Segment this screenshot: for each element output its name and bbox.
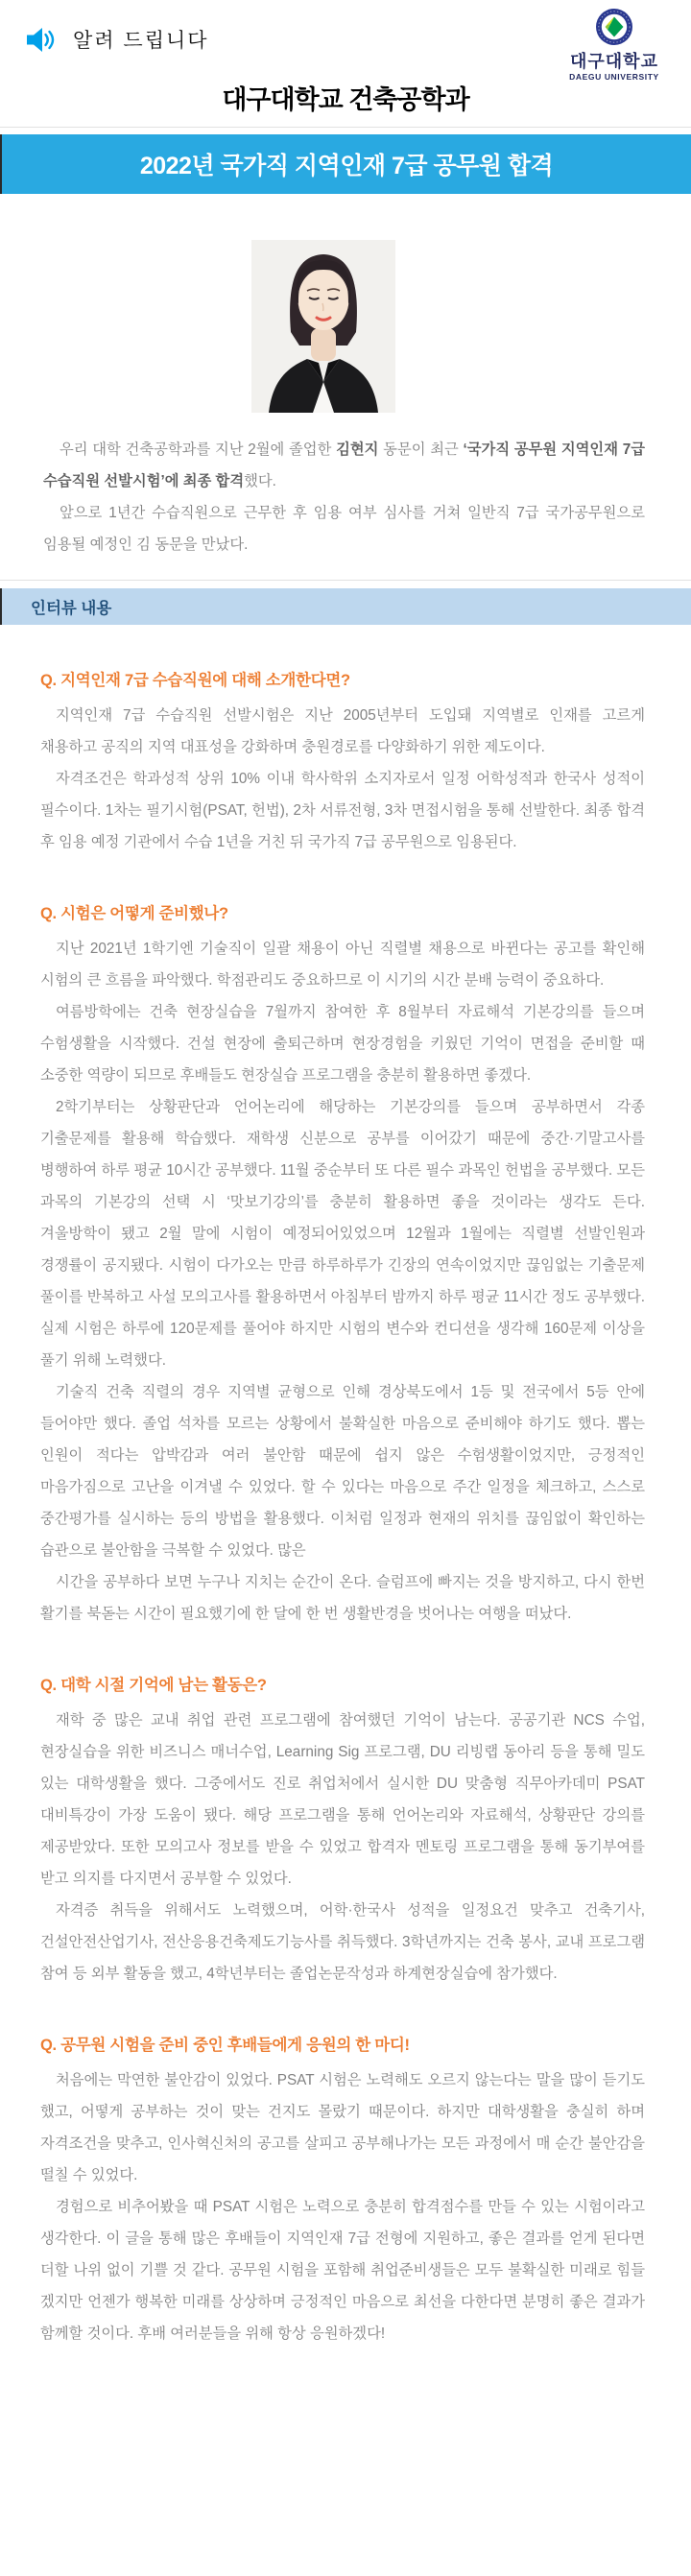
interview-section-banner: 인터뷰 내용 (0, 588, 691, 625)
answer-paragraph: 2학기부터는 상황판단과 언어논리에 해당하는 기본강의를 들으며 공부하면서 각종 기출문제를 활용해 학습했다. 재학생 신분으로 공부를 이어갔기 때문에 중간·기말고사를 병행하여 하루 평균 10시간 공부했다. 11월 중순부터 또 다른 필수 과목인 헌법을 공부했다. 모든 과목의 기본강의 선택 시 ‘맛보기강의’를 충분히 활용하면 좋을 것이라는 생각도 든다. 겨울방학이 됐고 2월 말에 시험이 예정되어있었으며 12월과 1월에는 직렬별 선발인원과 경쟁률이 공지됐다. 시험이 다가오는 만큼 하루하루가 긴장의 연속이었지만 끊임없는 기출문제 풀이를 반복하고 사설 모의고사를 활용하면서 아침부터 밤까지 하루 평균 11시간 정도 공부했다. 실제 시험은 하루에 120문제를 풀어야 하지만 시험의 변수와 컨디션을 생각해 160문제 이상을 풀기 위해 노력했다. (40, 1099, 645, 1369)
answer-paragraph: 재학 중 많은 교내 취업 관련 프로그램에 참여했던 기억이 남는다. 공공기관 NCS 수업, 현장실습을 위한 비즈니스 매너수업, Learning Sig 프로그램, DU 리빙랩 동아리 등을 통해 밀도 있는 대학생활을 했다. 그중에서도 진로 취업처에서 실시한 DU 맞춤형 직무아카데미 PSAT 대비특강이 가장 도움이 됐다. 해당 프로그램을 통해 언어논리와 자료해석, 상황판단 강의를 제공받았다. 또한 모의고사 정보를 받을 수 있었고 합격자 멘토링 프로그램을 통해 동기부여를 받고 의지를 다지면서 공부할 수 있었다. (40, 1712, 645, 1887)
graduate-name: 김현지 (336, 441, 379, 458)
speaker-icon (25, 26, 57, 54)
intro-paragraph-2: 앞으로 1년간 수습직원으로 근무한 후 임용 여부 심사를 거쳐 일반직 7급 국가공무원으로 임용될 예정인 김 동문을 만났다. (43, 505, 645, 553)
exam-name-bold: ‘국가직 공무원 지역인재 7급 수습직원 선발시험’에 최종 합격 (43, 441, 646, 489)
logo-university-name-en: DAEGU UNIVERSITY (569, 72, 659, 82)
university-logo (553, 8, 676, 82)
logo-university-name: 대구대학교 (570, 52, 658, 71)
answer (40, 1705, 645, 1990)
page-title: 대구대학교 건축공학과 (222, 85, 469, 114)
intro-p1-mid: 동문이 최근 (378, 441, 464, 458)
qa-section-3 (40, 1672, 645, 1990)
answer-paragraph: 자격조건은 학과성적 상위 10% 이내 학사학위 소지자로서 일정 어학성적과 한국사 성적이 필수이다. 1차는 필기시험(PSAT, 헌법), 2차 서류전형, 3차 면접시험을 통해 선발한다. 최종 합격 후 임용 예정 기관에서 수습 1년을 거친 뒤 국가직 7급 공무원으로 임용된다. (40, 771, 645, 850)
notice-line (25, 25, 209, 54)
question-heading: Q. 시험은 어떻게 준비했나? (40, 905, 228, 922)
divider-line (0, 127, 691, 128)
intro-paragraph-1 (43, 434, 645, 497)
answer-paragraph: 지난 2021년 1학기엔 기술직이 일괄 채용이 아닌 직렬별 채용으로 바뀐다는 공고를 확인해 시험의 큰 흐름을 파악했다. 학점관리도 중요하므로 이 시기의 시간 분배 능력이 중요하다. (40, 941, 645, 989)
intro-text (43, 434, 645, 561)
question-heading: Q. 공무원 시험을 준비 중인 후배들에게 응원의 한 마디! (40, 2037, 410, 2054)
graduate-portrait-photo (0, 240, 691, 413)
question-heading: Q. 대학 시절 기억에 남는 활동은? (40, 1677, 267, 1694)
answer-paragraph: 여름방학에는 건축 현장실습을 7월까지 참여한 후 8월부터 자료해석 기본강의를 들으며 수험생활을 시작했다. 건설 현장에 출퇴근하며 현장경험을 키웠던 기억이 면접을 준비할 때 소중한 역량이 되므로 후배들도 현장실습 프로그램을 충분히 활용하면 좋겠다. (40, 1004, 645, 1084)
qa-section-4 (40, 2032, 645, 2349)
answer (40, 700, 645, 858)
header (0, 0, 691, 127)
qa-section-1 (40, 667, 645, 858)
answer-paragraph: 자격증 취득을 위해서도 노력했으며, 어학·한국사 성적을 일정요건 맞추고 건축기사, 건설안전산업기사, 전산응용건축제도기능사를 취득했다. 3학년까지는 건축 봉사, 교내 프로그램 참여 등 외부 활동을 했고, 4학년부터는 졸업논문작성과 하계현장실습에 참가했다. (40, 1902, 645, 1982)
university-emblem-icon (595, 8, 633, 50)
answer-paragraph: 기술직 건축 직렬의 경우 지역별 균형으로 인해 경상북도에서 1등 및 전국에서 5등 안에 들어야만 했다. 졸업 석차를 모르는 상황에서 불확실한 마음으로 준비해야 하기도 했다. 뽑는 인원이 적다는 압박감과 여러 불안함 때문에 쉽지 않은 수험생활이었지만, 긍정적인 마음가짐으로 고난을 이겨낼 수 있었다. 할 수 있다는 마음으로 주간 일정을 체크하고, 스스로 중간평가를 실시하는 등의 방법을 활용했다. 이처럼 일정과 현재의 위치를 끊임없이 확인하는 습관으로 불안함을 극복할 수 있었다. 많은 (40, 1384, 645, 1559)
question-heading: Q. 지역인재 7급 수습직원에 대해 소개한다면? (40, 672, 350, 689)
answer-paragraph: 경험으로 비추어봤을 때 PSAT 시험은 노력으로 충분히 합격점수를 만들 수 있는 시험이라고 생각한다. 이 글을 통해 많은 후배들이 지역인재 7급 전형에 지원하고, 좋은 결과를 얻게 된다면 더할 나위 없이 기쁠 것 같다. 공무원 시험을 포함해 취업준비생들은 모두 불확실한 미래로 힘들 겠지만 언젠가 행복한 미래를 상상하며 긍정적인 마음으로 최선을 다한다면 분명히 좋은 결과가 함께할 것이다. 후배 여러분들을 위해 항상 응원하겠다! (40, 2199, 645, 2342)
answer (40, 933, 645, 1630)
notice-label: 알려 드립니다 (73, 30, 209, 52)
answer (40, 2064, 645, 2349)
award-banner: 2022년 국가직 지역인재 7급 공무원 합격 (0, 134, 691, 194)
answer-paragraph: 시간을 공부하다 보면 누구나 지치는 순간이 온다. 슬럼프에 빠지는 것을 방지하고, 다시 한번 활기를 북돋는 시간이 필요했기에 한 달에 한 번 생활반경을 벗어나는 여행을 떠났다. (40, 1574, 645, 1622)
qa-section-2 (40, 900, 645, 1630)
answer-paragraph: 지역인재 7급 수습직원 선발시험은 지난 2005년부터 도입돼 지역별로 인재를 고르게 채용하고 공직의 지역 대표성을 강화하며 충원경로를 다양화하기 위한 제도이다. (40, 707, 645, 755)
intro-p1-pre: 우리 대학 건축공학과를 지난 2월에 졸업한 (60, 441, 337, 458)
intro-p1-post: 했다. (244, 473, 276, 489)
answer-paragraph: 처음에는 막연한 불안감이 있었다. PSAT 시험은 노력해도 오르지 않는다는 말을 많이 듣기도 했고, 어떻게 공부하는 것이 맞는 건지도 몰랐기 때문이다. 하지만 대학생활을 충실히 하며 자격조건을 맞추고, 인사혁신처의 공고를 살피고 공부해나가는 모든 과정에서 매 순간 불안감을 떨칠 수 있었다. (40, 2072, 645, 2183)
divider-line (0, 580, 691, 581)
